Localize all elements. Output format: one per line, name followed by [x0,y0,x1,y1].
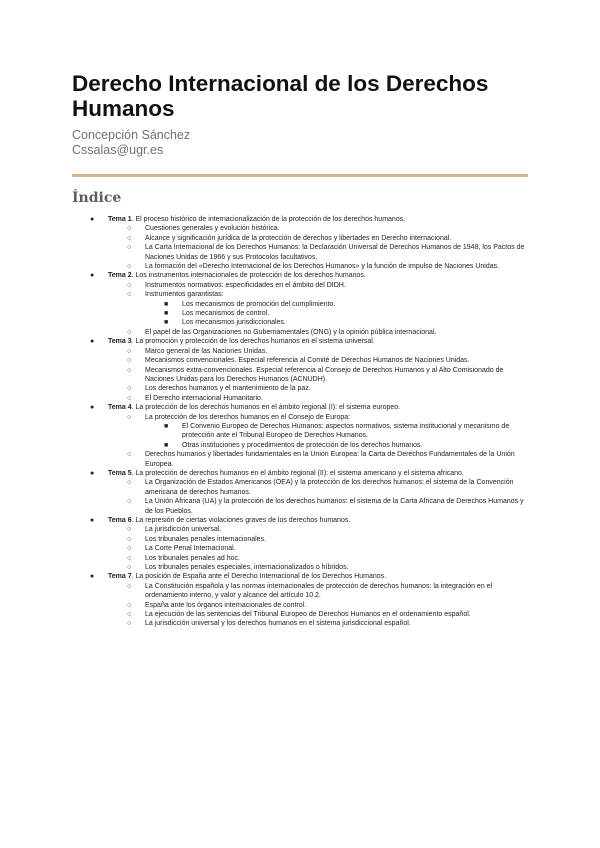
bullet-square-icon: ■ [164,441,169,449]
subtopic-text: La Carta Internacional de los Derechos Humanos: la Declaración Universal de Derechos Humanos de 1948, los Pactos de Naciones Unidas de 1966 y sus Protocolos facultativos. [145,244,525,261]
subsubtopic-list [70,300,528,328]
bullet-disc-icon: ● [90,573,95,581]
subtopic-text: Alcance y significación jurídica de la protección de derechos y libertades en Derecho internacional. [145,234,452,242]
topic-label: Tema 2 [108,272,132,280]
subtopic-list [70,413,528,469]
subtopic-item [70,413,528,451]
subtopic-text: La formación del «Derecho Internacional de los Derechos Humanos» y la función de impulso de Naciones Unidas. [145,263,500,271]
topic-title: . La posición de España ante el Derecho Internacional de los Derechos Humanos. [131,573,387,581]
bullet-disc-icon: ● [90,338,95,346]
bullet-square-icon: ■ [164,422,169,430]
subtopic-text: La jurisdicción universal y los derechos humanos en el sistema jurisdiccional español. [145,620,411,628]
bullet-circle-icon: ○ [127,601,132,609]
subtopic-list [70,525,528,572]
topic-item [70,271,528,337]
subtopic-item [70,619,528,628]
subtopic-item [70,281,528,290]
subtopic-item [70,582,528,601]
subtopic-text: Cuestiones generales y evolución histórica. [145,225,280,233]
topic-item [70,469,528,516]
subtopic-item [70,234,528,243]
subtopic-text: Los tribunales penales especiales, internacionalizados o híbridos. [145,564,349,572]
bullet-circle-icon: ○ [127,394,132,402]
topic-list [70,215,528,629]
subsubtopic-item [70,309,528,318]
topic-label: Tema 4 [108,404,132,412]
subtopic-text: Instrumentos garantistas: [145,291,224,299]
author-email: Cssalas@ugr.es [72,143,164,157]
bullet-circle-icon: ○ [127,620,132,628]
bullet-square-icon: ■ [164,319,169,327]
subtopic-list [70,478,528,516]
subtopic-text: Marco general de las Naciones Unidas. [145,347,268,355]
subsubtopic-text: Los mecanismos de promoción del cumplimiento. [182,300,336,308]
subtopic-text: Mecanismos convencionales. Especial referencia al Comité de Derechos Humanos de Naciones Unidas. [145,357,470,365]
subtopic-text: Los tribunales penales ad hoc. [145,554,240,562]
subtopic-item [70,384,528,393]
subtopic-text: Los derechos humanos y el mantenimiento de la paz. [145,385,311,393]
subtopic-item [70,366,528,385]
topic-item [70,337,528,403]
topic-item [70,403,528,469]
subtopic-list [70,347,528,403]
toc-heading: Índice [72,190,122,206]
subtopic-text: Mecanismos extra-convencionales. Especial referencia al Consejo de Derechos Humanos y al Alto Comisionado de Naciones Unidas para los Derechos Humanos (ACNUDH). [145,366,504,383]
subtopic-text: La ejecución de las sentencias del Tribunal Europeo de Derechos Humanos en el ordenamiento español. [145,611,471,619]
subtopic-text: España ante los órganos internacionales de control. [145,601,307,609]
subsubtopic-text: Los mecanismos de control. [182,310,270,318]
bullet-circle-icon: ○ [127,328,132,336]
subsubtopic-text: Los mecanismos jurisdiccionales. [182,319,286,327]
bullet-circle-icon: ○ [127,479,132,487]
subtopic-item [70,224,528,233]
topic-label: Tema 7 [108,573,132,581]
bullet-circle-icon: ○ [127,366,132,374]
subtopic-text: Derechos humanos y libertades fundamentales en la Unión Europea: la Carta de Derechos Fundamentales de la Unión Europea. [145,451,515,468]
bullet-circle-icon: ○ [127,244,132,252]
subtopic-text: Instrumentos normativos: especificidades en el ámbito del DIDH. [145,281,346,289]
topic-item [70,516,528,572]
document-title: Derecho Internacional de los Derechos Humanos [72,71,489,121]
subtopic-text: El papel de las Organizaciones no Gubernamentales (ONG) y la opinión pública internacional. [145,328,437,336]
topic-label: Tema 5 [108,469,132,477]
bullet-disc-icon: ● [90,216,95,223]
bullet-circle-icon: ○ [127,526,132,534]
subtopic-item [70,554,528,563]
bullet-square-icon: ■ [164,310,169,318]
subtopic-item [70,290,528,328]
bullet-circle-icon: ○ [127,498,132,506]
subtopic-text: La Unión Africana (UA) y la protección de los derechos humanos: el sistema de la Carta Africana de Derechos Humanos y de los Pueblos. [145,498,524,515]
subsubtopic-list [70,422,528,450]
table-of-contents [70,215,528,629]
subtopic-item [70,525,528,534]
bullet-circle-icon: ○ [127,413,132,421]
subtopic-item [70,328,528,337]
subtopic-text: La jurisdicción universal. [145,526,222,534]
subtopic-item [70,450,528,469]
topic-label: Tema 1 [108,216,132,223]
subtopic-list [70,281,528,337]
subsubtopic-text: Otras instituciones y procedimientos de protección de los derechos humanos. [182,441,423,449]
bullet-circle-icon: ○ [127,554,132,562]
subtopic-text: La Constitución española y las normas internacionales de protección de derechos humanos: la integración en el ordenamiento interno, y valor y alcance del artículo 10.2. [145,582,493,600]
bullet-disc-icon: ● [90,404,95,412]
subtopic-item [70,243,528,262]
topic-title: . Los instrumentos internacionales de protección de los derechos humanos. [131,272,366,280]
bullet-disc-icon: ● [90,469,95,477]
subtopic-text: La Organización de Estados Americanos (OEA) y la protección de los derechos humanos: el sistema de la Convención americana de derechos humanos. [145,479,514,496]
topic-title: . La promoción y protección de los derechos humanos en el sistema universal. [131,338,375,346]
subtopic-item [70,356,528,365]
subtopic-text: El Derecho internacional Humanitario. [145,394,263,402]
subtopic-item [70,262,528,271]
bullet-circle-icon: ○ [127,347,132,355]
subtopic-item [70,478,528,497]
subtopic-item [70,535,528,544]
bullet-circle-icon: ○ [127,225,132,233]
bullet-circle-icon: ○ [127,564,132,572]
bullet-disc-icon: ● [90,272,95,280]
subtopic-text: La protección de los derechos humanos en el Consejo de Europa: [145,413,351,421]
bullet-circle-icon: ○ [127,611,132,619]
bullet-circle-icon: ○ [127,451,132,459]
topic-item [70,572,528,628]
bullet-circle-icon: ○ [127,545,132,553]
subsubtopic-item [70,318,528,327]
bullet-circle-icon: ○ [127,281,132,289]
bullet-circle-icon: ○ [127,263,132,271]
subtopic-item [70,544,528,553]
bullet-circle-icon: ○ [127,234,132,242]
bullet-circle-icon: ○ [127,357,132,365]
subtopic-item [70,347,528,356]
subtopic-item [70,610,528,619]
subsubtopic-text: El Convenio Europeo de Derechos Humanos: aspectos normativos, sistema institucional y mecanismo de protección ante el Tribunal Europeo de Derechos Humanos. [182,422,510,440]
subsubtopic-item [70,422,528,441]
bullet-square-icon: ■ [164,300,169,308]
bullet-disc-icon: ● [90,517,95,524]
subsubtopic-item [70,441,528,450]
divider-rule [72,174,528,177]
bullet-circle-icon: ○ [127,535,132,543]
subsubtopic-item [70,300,528,309]
topic-title: . El proceso histórico de internacionalización de la protección de los derechos humanos. [131,216,406,223]
subtopic-text: La Corte Penal Internacional. [145,545,236,553]
topic-label: Tema 6 [108,517,132,524]
topic-title: . La protección de los derechos humanos en el ámbito regional (I): el sistema europeo. [131,404,401,412]
subtopic-item [70,601,528,610]
subtopic-item [70,563,528,572]
bullet-circle-icon: ○ [127,582,132,590]
subtopic-list [70,224,528,271]
subtopic-text: Los tribunales penales internacionales. [145,535,267,543]
bullet-circle-icon: ○ [127,291,132,299]
author-name: Concepción Sánchez [72,128,191,142]
subtopic-item [70,394,528,403]
topic-title: . La protección de derechos humanos en el ámbito regional (II): el sistema americano y el sistema africano. [131,469,464,477]
bullet-circle-icon: ○ [127,385,132,393]
topic-label: Tema 3 [108,338,132,346]
subtopic-list [70,582,528,629]
topic-item [70,215,528,271]
subtopic-item [70,497,528,516]
topic-title: . La represión de ciertas violaciones graves de los derechos humanos. [131,517,351,524]
